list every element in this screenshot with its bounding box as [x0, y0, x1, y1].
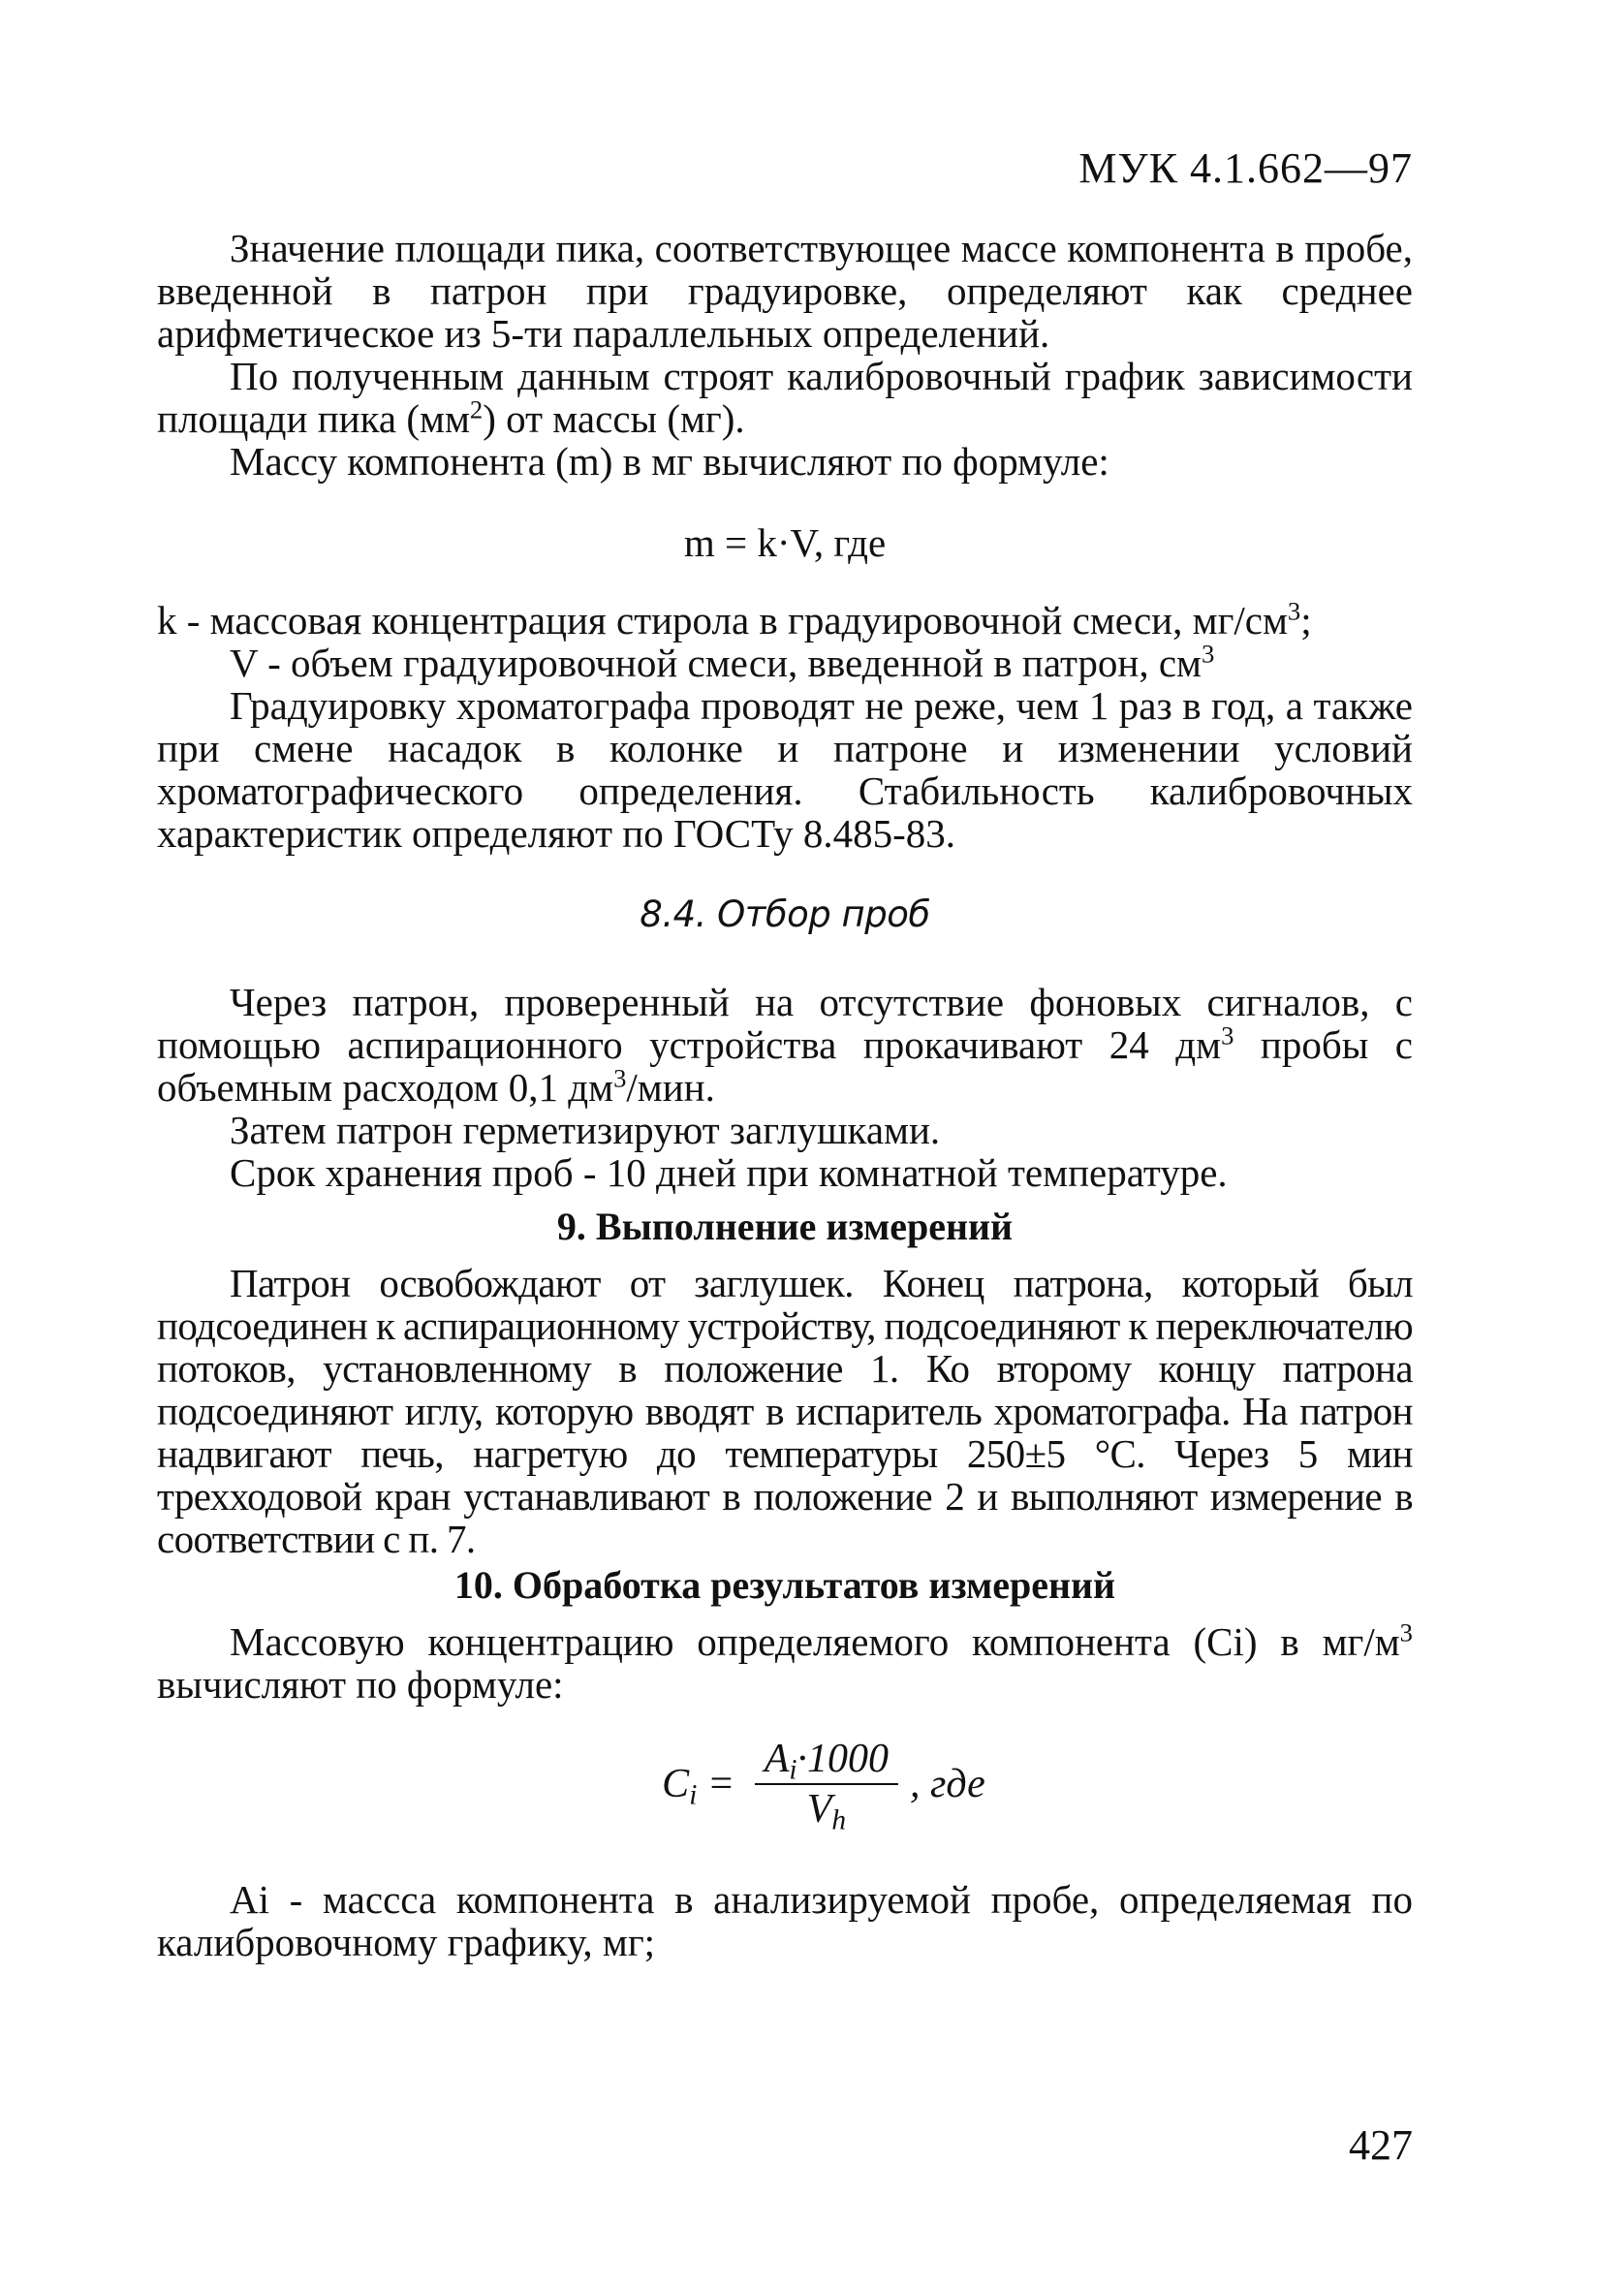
symbol: V: [806, 1787, 832, 1832]
subscript: i: [689, 1779, 698, 1811]
superscript: 3: [613, 1063, 627, 1093]
text-run: /мин.: [626, 1065, 715, 1110]
text-run: k - массовая концентрация стирола в градуировочной смеси, мг/см: [157, 598, 1288, 643]
superscript: 2: [469, 394, 484, 424]
page-number: 427: [1349, 2121, 1413, 2169]
symbol: C: [662, 1762, 690, 1806]
text-run: Массовую концентрацию определяемого компонента (Ci) в мг/м: [230, 1619, 1400, 1664]
definition-k: [157, 596, 1413, 643]
formula-fraction: [755, 1735, 898, 1834]
formula-equals: =: [697, 1762, 745, 1806]
symbol: ·1000: [796, 1737, 890, 1781]
subscript: i: [789, 1754, 797, 1786]
section-heading-measurements: 9. Выполнение измерений: [556, 1205, 1014, 1248]
superscript: 3: [1399, 1617, 1413, 1647]
text-run: По полученным данным строят калибровочный график зависимости площади пика (мм: [157, 354, 1413, 441]
subscript: h: [831, 1804, 847, 1836]
fraction-numerator: [755, 1735, 898, 1786]
paragraph-calibration-graph: [157, 355, 1413, 440]
section-heading-results: 10. Обработка результатов измерений: [453, 1563, 1116, 1607]
symbol: A: [764, 1737, 790, 1781]
formula-mass: m = k·V, где: [683, 520, 887, 565]
formula-lhs: [662, 1762, 698, 1811]
text-run: ;: [1300, 598, 1312, 643]
body-text: [157, 227, 1413, 1963]
paragraph-peak-area: Значение площади пика, соответствующее массе компонента в пробе, введенной в патрон при градуировке, определяют как среднее арифметическое из 5-ти параллельных определений.: [157, 226, 1413, 356]
paragraph-measurement-procedure: Патрон освобождают от заглушек. Конец патрона, который был подсоединен к аспирационному устройству, подсоединяют к переключателю потоков, установленному в положение 1. Ко второму концу патрона подсоединяют иглу, которую вводят в испаритель хроматографа. На патрон надвигают печь, нагретую до температуры 250±5 °С. Через 5 мин трехходовой кран устанавливают в положение 2 и выполняют измерение в соответствии с п. 7.: [157, 1261, 1413, 1561]
paragraph-mass-formula-intro: Массу компонента (m) в мг вычисляют по формуле:: [230, 439, 1109, 484]
definition-ai: Ai - массса компонента в анализируемой пробе, определяемая по калибровочному графику, мг;: [157, 1877, 1413, 1964]
running-head: МУК 4.1.662—97: [1078, 144, 1413, 192]
paragraph-concentration-intro: [157, 1617, 1413, 1707]
definition-v: [157, 639, 1413, 685]
text-run: пробы с объемным расходом 0,1 дм: [157, 1022, 1413, 1110]
text-run: ) от массы (мг).: [483, 396, 745, 441]
text-run: Через патрон, проверенный на отсутствие фоновых сигналов, с помощью аспирационного устройства прокачивают 24 дм: [157, 980, 1413, 1067]
paragraph-sampling: [157, 981, 1413, 1109]
section-heading-sampling: 8.4. Отбор проб: [640, 894, 930, 935]
paragraph-calibration-frequency: Градуировку хроматографа проводят не реже, чем 1 раз в год, а также при смене насадок в колонке и патроне и изменении условий хроматографического определения. Стабильность калибровочных характеристик определяют по ГОСТу 8.485-83.: [157, 683, 1413, 856]
paragraph-storage: Срок хранения проб - 10 дней при комнатной температуре.: [230, 1150, 1228, 1195]
text-run: V - объем градуировочной смеси, введенной в патрон, см: [230, 641, 1202, 685]
formula-concentration: [234, 1735, 1413, 1834]
fraction-denominator: [807, 1785, 846, 1834]
formula-tail: , где: [910, 1762, 985, 1806]
superscript: 3: [1202, 639, 1215, 669]
superscript: 3: [1221, 1020, 1234, 1050]
paragraph-seal: Затем патрон герметизируют заглушками.: [230, 1108, 941, 1152]
superscript: 3: [1287, 596, 1301, 626]
text-run: вычисляют по формуле:: [157, 1662, 564, 1707]
